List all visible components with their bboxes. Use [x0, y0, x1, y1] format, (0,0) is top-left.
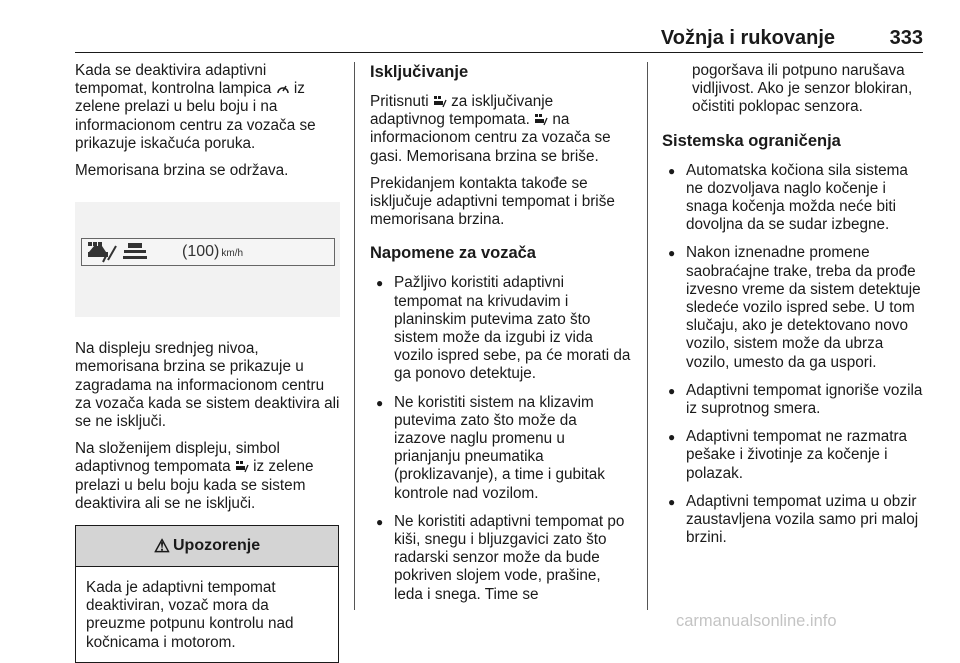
paragraph: Prekidanjem kontakta takođe se isključuje adaptivni tempomat i briše memorisana brzina.: [370, 174, 615, 229]
memorized-speed: (100) km/h: [182, 243, 244, 261]
bullet-list: [370, 274, 632, 603]
bullet-icon: ●: [668, 430, 676, 445]
cruise-car-icon: [235, 460, 249, 473]
bullet-icon: ●: [376, 395, 384, 410]
list-item: ● Adaptivni tempomat uzima u obzir zaustavljena vozila samo pri maloj brzini.: [668, 492, 919, 547]
warning-box: [75, 525, 339, 663]
paragraph: Na displeju srednjeg nivoa, memorisana brzina se prikazuje u zagradama na informacionom centru za vozača kada se sistem deaktivira ali se ne isključi.: [75, 340, 340, 431]
instrument-display-image: [75, 202, 340, 317]
watermark: carmanualsonline.info: [676, 612, 837, 630]
warning-header: [76, 526, 338, 567]
bullet-icon: ●: [668, 246, 676, 261]
page-number: 333: [889, 27, 923, 49]
bullet-list: [662, 162, 924, 548]
cruise-control-icon: [276, 82, 290, 95]
list-item: ● Adaptivni tempomat ne razmatra pešake i životinje za kočenje i polazak.: [668, 428, 908, 482]
list-item: ● Adaptivni tempomat ignoriše vozila iz suprotnog smera.: [668, 381, 923, 418]
list-item: ● Automatska kočiona sila sistema ne dozvoljava naglo kočenje i snaga kočenja možda neće biti dovoljna da se sudar izbegne.: [668, 161, 908, 234]
section-heading: Isključivanje: [370, 63, 469, 81]
list-item: ● Ne koristiti adaptivni tempomat po kiši, snegu i bljuzgavici zato što radarski senzor može da bude pokriven slojem vode, prašine, leda i snega. Time se: [376, 512, 625, 603]
page-header: [75, 24, 923, 53]
section-heading: Sistemska ograničenja: [662, 131, 841, 150]
adaptive-cruise-icon: [86, 240, 118, 264]
column-2: [370, 62, 632, 614]
warning-triangle-icon: ⚠: [153, 535, 170, 556]
list-item: ● Ne koristiti sistem na klizavim putevima zato što može da izazove naglu promenu u prianjanju pneumatika (proklizavanje), a time i gubitak kontrole nad vozilom.: [376, 393, 605, 502]
column-3: [662, 62, 924, 557]
paragraph: Na složenijem displeju, simbol adaptivnog tempomata iz zelene prelazi u belu boju kada se sistem deaktivira ali se ne isključi.: [75, 440, 314, 512]
section-title: Vožnja i rukovanje: [660, 27, 835, 49]
paragraph: Memorisana brzina se održava.: [75, 162, 289, 180]
bullet-icon: ●: [668, 494, 676, 509]
paragraph: pogoršava ili potpuno narušava vidljivost. Ako je senzor blokiran, očistiti poklopac senzora.: [692, 62, 913, 116]
paragraph: Kada se deaktivira adaptivni tempomat, kontrolna lampica iz zelene prelazi u belu boju i na informacionom centru za vozača se prikazuje iskačuća poruka.: [75, 62, 316, 152]
cruise-car-icon: [433, 95, 447, 108]
bullet-icon: ●: [376, 276, 384, 291]
column-1: [75, 62, 340, 663]
bullet-icon: ●: [668, 383, 676, 398]
display-bar: [81, 238, 335, 266]
warning-title: Upozorenje: [173, 536, 261, 554]
column-divider-2: [647, 62, 648, 610]
list-item: ● Pažljivo koristiti adaptivni tempomat na krivudavim i planinskim putevima zato što sistem može da izgubi iz vida vozilo ispred sebe, pa će morati da ga ponovo detektuje.: [376, 274, 631, 383]
list-item: ● Nakon iznenadne promene saobraćajne trake, treba da prođe izvesno vreme da sistem detektuje sledeće vozilo ispred sebe. U tom slučaju, ako je detektovano novo vozilo, sistem može da ubrza vozilo, umesto da ga uspori.: [668, 244, 921, 371]
column-divider-1: [354, 62, 355, 610]
cruise-car-icon: [534, 113, 548, 126]
vehicle-ahead-icon: [122, 242, 148, 262]
bullet-icon: ●: [668, 163, 676, 178]
section-heading: Napomene za vozača: [370, 244, 536, 263]
warning-text: Kada je adaptivni tempomat deaktiviran, vozač mora da preuzme potpunu kontrolu nad kočnicama i motorom.: [86, 579, 294, 651]
paragraph: Pritisnuti za isključivanje adaptivnog tempomata. na informacionom centru za vozača se gasi. Memorisana brzina se briše.: [370, 93, 611, 165]
bullet-icon: ●: [376, 514, 384, 529]
